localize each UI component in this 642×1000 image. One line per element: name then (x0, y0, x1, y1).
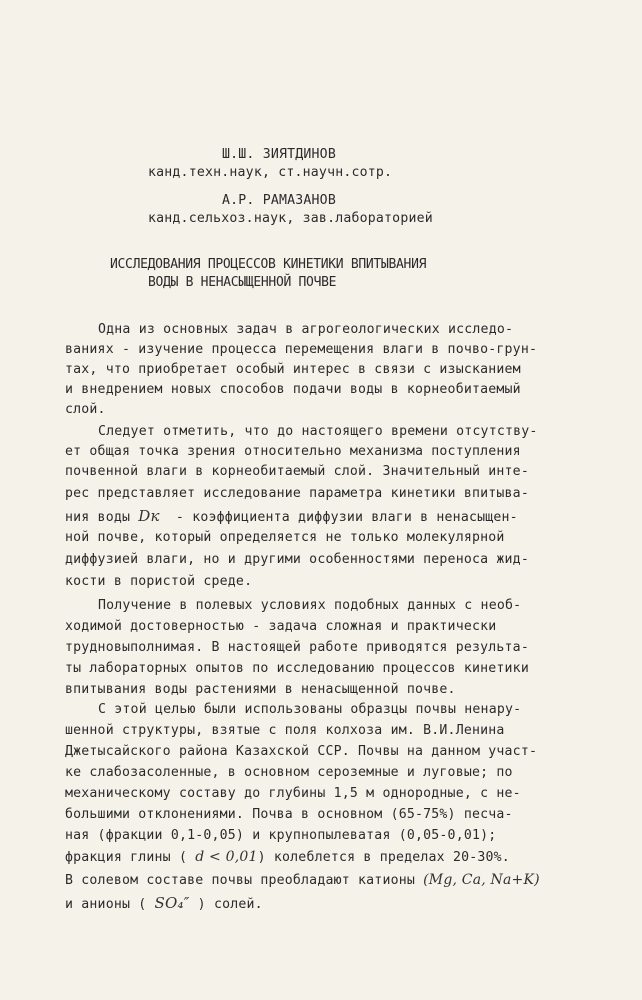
body-line: ходимой достоверностью - задача сложная и практически (65, 619, 497, 634)
author2-title: канд.сельхоз.наук, зав.лабораторией (148, 211, 433, 226)
body-line: ной почве, который определяется не только молекулярной (65, 530, 505, 545)
body-text: ния воды (65, 510, 139, 525)
body-line: ная (фракции 0,1-0,05) и крупнопылеватая (0,05-0,01); (65, 828, 497, 843)
body-line: Одна из основных задач в агрогеологических исследо- (98, 322, 514, 337)
body-line: кости в пористой среде. (65, 574, 253, 589)
body-line: тах, что приобретает особый интерес в связи с изысканием (65, 362, 521, 377)
body-line-with-symbol (65, 895, 263, 913)
body-line: ваниях - изучение процесса перемещения влаги в почво-грун- (65, 342, 538, 357)
body-line: впитывания воды растениями в ненасыщенной почве. (65, 682, 456, 697)
body-line: и внедрением новых способов подачи воды в корнеобитаемый (65, 382, 521, 397)
body-line: Джетысайского района Казахской ССР. Почвы на данном участ- (65, 744, 538, 759)
body-line: большими отклонениями. Почва в основном (65-75%) песча- (65, 807, 513, 822)
handwritten-anions-symbol: SO₄″ (154, 894, 190, 912)
body-line: С этой целью были использованы образцы почвы ненару- (98, 702, 522, 717)
body-line: механическому составу до глубины 1,5 м однородные, с не- (65, 786, 521, 801)
body-line: почвенной влаги в корнеобитаемый слой. Значительный инте- (65, 464, 529, 479)
body-text: ) солей. (189, 897, 263, 912)
handwritten-symbol-dk: Dк (138, 507, 160, 525)
body-line-with-symbol (65, 849, 510, 866)
body-text: и анионы ( (65, 897, 155, 912)
body-line: ет общая точка зрения относительно механизма поступления (65, 444, 521, 459)
body-line-with-symbol (65, 508, 518, 526)
body-text: В солевом составе почвы преобладают катионы (65, 873, 424, 888)
body-line: слой. (65, 402, 106, 417)
author1-name: Ш.Ш. ЗИЯТДИНОВ (222, 147, 336, 162)
body-line: трудновыполнимая. В настоящей работе приводятся результа- (65, 640, 529, 655)
body-line: шенной структуры, взятые с поля колхоза им. В.И.Ленина (65, 723, 505, 738)
body-line: Получение в полевых условиях подобных данных с необ- (98, 598, 522, 613)
body-line: Следует отметить, что до настоящего времени отсутству- (98, 424, 538, 439)
body-text: - коэффициента диффузии влаги в ненасыщен- (159, 510, 518, 525)
handwritten-cations-symbol: (Mg, Ca, Na+K) (423, 872, 540, 888)
author2-name: А.Р. РАМАЗАНОВ (222, 193, 336, 208)
body-line: ке слабозасоленные, в основном сероземные и луговые; по (65, 765, 513, 780)
body-line-with-symbol (65, 872, 540, 889)
paper-title-line2: ВОДЫ В НЕНАСЫЩЕННОЙ ПОЧВЕ (148, 275, 337, 290)
body-line: диффузией влаги, но и другими особенностями переноса жид- (65, 552, 529, 567)
paper-title-line1: ИССЛЕДОВАНИЯ ПРОЦЕССОВ КИНЕТИКИ ВПИТЫВАНИЯ (110, 257, 427, 272)
body-text: ) колеблется в пределах 20-30%. (257, 850, 510, 865)
body-text: фракция глины ( (65, 850, 196, 865)
author1-title: канд.техн.наук, ст.научн.сотр. (148, 165, 393, 180)
handwritten-fraction-symbol: d < 0,01 (195, 849, 258, 865)
body-line: рес представляет исследование параметра кинетики впитыва- (65, 486, 529, 501)
body-line: ты лабораторных опытов по исследованию процессов кинетики (65, 661, 529, 676)
